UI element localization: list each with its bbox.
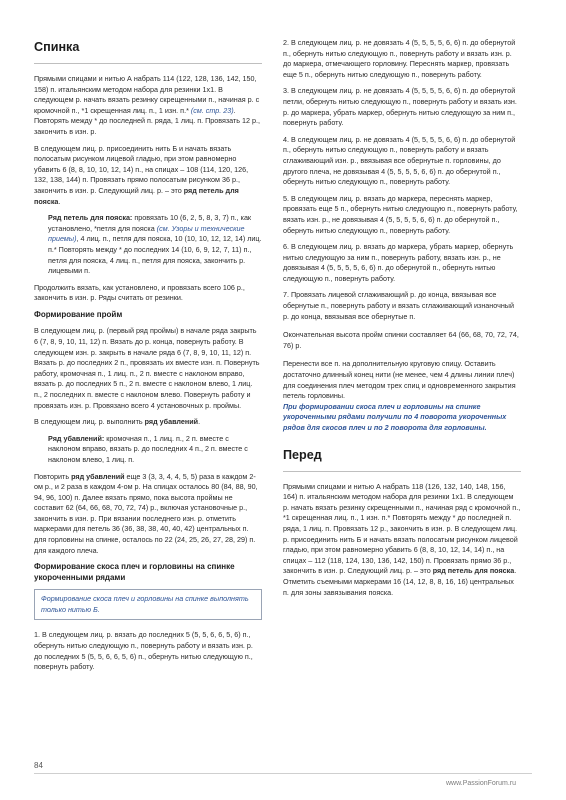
section-title-back: Спинка [34,40,80,54]
step-1: 1. В следующем лиц. р. вязать до последних 5 (5, 5, 6, 6, 5, 6) п., обернуть нитью следующую п., повернуть работу и вязать изн. р. до последних 5 (5, 5, 6, 6, 5, 6) п., обернуть нитью следующую п., повернуть работу. [34,630,253,672]
paragraph: Продолжить вязать, как установлено, и провязать всего 106 р., закончить в изн. р. Ряды считать от резинки. [34,282,245,303]
result-note: При формировании скоса плеч и горловины на спинке укороченными рядами получили по 4 поворота укороченных рядов для скосов плеч и по 2 поворота для горловины. [283,401,507,432]
paragraph: В следующем лиц. р. присоединить нить Б и начать вязать полосатым рисунком лицевой гладью, при этом равномерно убавить 6 (8, 8, 10, 10, 12, 14) п., на спицах – 108 (114, 120, 126, 132, 138, 144) п. Провязать прямо полосатым рисунком 36 р., закончить в изн. р. Следующий лиц. р. – это ряд петель для пояска. [34,143,249,206]
note-box: Формирование скоса плеч и горловины на спинке выполнять только нитью Б. [34,589,262,620]
belt-instruction: Ряд петель для пояска: провязать 10 (6, 2, 5, 8, 3, 7) п., как установлено, *петля для пояска (см. Узоры и технические приемы), 4 лиц. п., петля для пояска, 10 (10, 10, 12, 12, 14) лиц. п.* Повторять между * до последних 14 (10, 6, 9, 12, 7, 11) п., петля для пояска, 4 лиц. п., петля для пояска, закончить р. лицевыми п. [48,213,262,276]
subsection-title-shoulder: Формирование скоса плеч и горловины на спинке укороченными рядами [34,562,235,582]
step-3: 3. В следующем лиц. р. не довязать 4 (5, 5, 5, 5, 6, 6) п. до обернутой петли, обернуть нитью следующую п., повернуть работу и вязать изн. р. до маркера, убрать маркер, обернуть нитью следующую за ним п., повернуть работу. [283,86,517,128]
right-column [283,38,521,604]
paragraph: В следующем лиц. р. (первый ряд проймы) в начале ряда закрыть 6 (7, 8, 9, 10, 11, 12) п. Вязать до р. конца, повернуть работу. В следующем изн. р. закрыть в начале ряда 6 (7, 8, 9, 10, 11, 12) п. Вязать р. до последних 2 п., провязать их вместе изн. п. Повернуть работу, кромочная п., 1 лиц. п., 2 п. вместе с наклоном вправо, вязать р. до последних 5 п., 2 п. вместе с наклоном влево, 1 лиц. п., 2 последних п. вместе с наклоном влево. Повернуть работу и провязать изн. р. Провязано всего 4 установочных р. проймы. [34,326,260,410]
step-2: 2. В следующем лиц. р. не довязать 4 (5, 5, 5, 5, 6, 6) п. до обернутой п., обернуть нитью следующую п., повернуть работу и вязать изн. р. до маркера, отмечающего горловину. Переснять маркер, провязать еще 5 п., обернуть нитью следующую п., повернуть работу. [283,38,516,79]
footer-divider [34,773,532,774]
section-title-front: Перед [283,447,322,462]
paragraph: В следующем лиц. р. выполнить ряд убавлений. [34,417,201,427]
subsection-title-armhole: Формирование пройм [34,309,123,319]
section-divider [283,471,521,472]
step-5: 5. В следующем лиц. р. вязать до маркера, переснять маркер, провязать еще 5 п., обернуть нитью следующую п., повернуть работу, вязать изн. р., не довязывая 4 (5, 5, 5, 5, 6, 6) п. до обернутой п., обернуть нитью следующую п., повернуть работу. [283,193,518,235]
paragraph: Перенести все п. на дополнительную круговую спицу. Оставить достаточно длинный конец нити (не менее, чем 4 длины линии плеч) для соединения плеч методом трех спиц и одновременного закрытия петель горловины. [283,359,516,401]
section-divider [34,63,262,64]
left-column [34,38,262,679]
step-7: 7. Провязать лицевой сглаживающий р. до конца, ввязывая все обернутые п., повернуть работу и вязать сглаживающий изнаночный р. до конца, ввязывая все обернутые п. [283,290,514,321]
footer-watermark: www.PassionForum.ru [446,780,517,787]
decrease-instruction: Ряд убавлений: кромочная п., 1 лиц. п., 2 п. вместе с наклоном вправо, вязать р. до последних 4 п., 2 п. вместе с наклоном влево, 1 лиц. п. [48,433,248,464]
paragraph: Окончательная высота пройм спинки составляет 64 (66, 68, 70, 72, 74, 76) р. [283,330,519,350]
paragraph: Прямыми спицами и нитью А набрать 118 (126, 132, 140, 148, 156, 164) п. итальянским методом набора для резинки 1х1. В следующем р. начать вязать резинку скрещенными п., начиная ряд с кромочной п., *1 скрещенная лиц. п., 1 изн. п.* Повторять между * до последней п. ряда, 1 лиц. п. Провязать 12 р., закончить в изн. р. В следующем лиц. р. присоединить нить Б и начать вязать полосатым рисунком лицевой гладью, при этом равномерно убавить 6 (8, 8, 10, 12, 14, 14) п., на спицах – 112 (118, 124, 130, 136, 142, 150) п. Провязать прямо 36 р., закончить в изн. р. Следующий лиц. р. – это ряд петель для пояска. Отметить съемными маркерами 16 (14, 12, 8, 8, 16, 16) центральных п. для зоны завязывания пояска. [283,481,521,597]
page-number: 84 [34,761,43,770]
step-4: 4. В следующем лиц. р. не довязать 4 (5, 5, 5, 5, 6, 6) п. до обернутой п., обернуть нитью следующую п., повернуть работу и вязать сглаживающий изн. р., ввязывая все обернутые п. горловины, до другого плеча, не довязывая 4 (5, 5, 5, 5, 6, 6) п. до обернутой п., обернуть нитью следующую п., повернуть работу. [283,134,516,187]
step-6: 6. В следующем лиц. р. вязать до маркера, убрать маркер, обернуть нитью следующую за ним п., повернуть работу, вязать изн. р., не довязывая 4 (5, 5, 5, 5, 6, 6) п. до обернутой п., обернуть нитью следующую п., повернуть работу. [283,242,514,283]
paragraph: Повторить ряд убавлений еще 3 (3, 3, 4, 4, 5, 5) раза в каждом 2-ом р., и 2 раза в каждом 4-ом р. На спицах осталось 80 (84, 88, 90, 94, 96, 100) п. Далее вязать прямо, пока высота проймы не составит 62 (64, 66, 68, 70, 72, 74) р., включая установочные р., закончить в изн. р. При вязании последнего изн. р. отметить маркерами для петель 36 (36, 38, 38, 40, 40, 42) центральных п. для горловины на спинке, осталось по 22 (24, 25, 26, 27, 28, 29) п. для каждого плеча. [34,471,258,555]
paragraph: Прямыми спицами и нитью А набрать 114 (122, 128, 136, 142, 150, 158) п. итальянским методом набора для резинки 1х1. В следующем р. начать вязать резинку скрещенными п., начиная р. с кромочной п., *1 скрещенная лиц. п., 1 изн. п.* (см. стр. 23). Повторять между * до последней п. ряда, 1 лиц. п. Провязать 12 р., закончить в изн. р. [34,74,261,136]
